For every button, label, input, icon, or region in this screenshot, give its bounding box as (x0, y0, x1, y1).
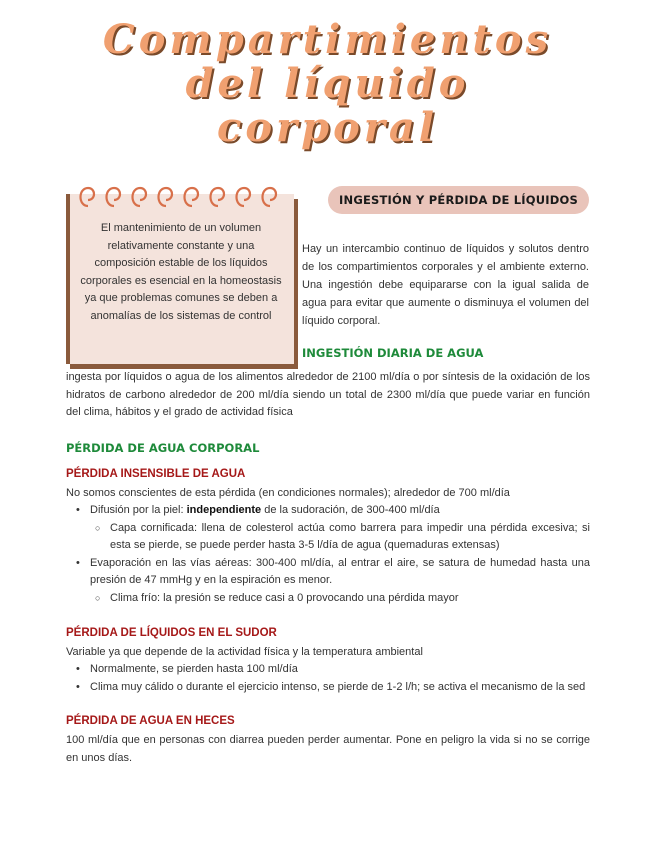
section-heading-pill: INGESTIÓN Y PÉRDIDA DE LÍQUIDOS (328, 186, 589, 214)
insensible-heading: PÉRDIDA INSENSIBLE DE AGUA (66, 468, 246, 480)
title-line-3: corporal (217, 104, 438, 151)
list-item: • Clima muy cálido o durante el ejercicio intenso, se pierde de 1-2 l/h; se activa el mecanismo de la sed (66, 679, 590, 697)
sudor-intro: Variable ya que depende de la actividad física y la temperatura ambiental (66, 646, 423, 658)
insensible-list (66, 502, 590, 607)
title-line-2: del líquido (185, 60, 470, 107)
list-item: • Normalmente, se pierden hasta 100 ml/día (66, 661, 590, 679)
bullet-icon: • (76, 680, 80, 693)
spiral-rings-icon (74, 180, 286, 210)
heces-paragraph: 100 ml/día que en personas con diarrea pueden perder aumentar. Pone en peligro la vida si no se corrige en unos días. (66, 734, 590, 764)
circle-bullet-icon: ○ (95, 522, 101, 533)
list-item: • Difusión por la piel: independiente de la sudoración, de 300-400 ml/día (66, 502, 590, 520)
sudor-heading: PÉRDIDA DE LÍQUIDOS EN EL SUDOR (66, 627, 277, 639)
bullet-icon: • (76, 556, 80, 569)
list-item: • Evaporación en las vías aéreas: 300-400 ml/día, al entrar el aire, se satura de humedad hasta una presión de 47 mmHg y en la espiración es menor. (76, 556, 590, 586)
bullet-icon: • (76, 504, 80, 516)
note-text: El mantenimiento de un volumen relativamente constante y una composición estable de los líquidos corporales es esencial en la homeostasis ya que problemas comunes se deben a anomalías de los sistemas de control (80, 222, 282, 322)
title-line-1: Compartimientos (102, 16, 553, 63)
sub-list-item: ○ Clima frío: la presión se reduce casi a 0 provocando una pérdida mayor (66, 590, 590, 608)
bullet-icon: • (76, 663, 80, 675)
circle-bullet-icon: ○ (95, 592, 101, 603)
page-title (0, 18, 655, 150)
sub-list-item: ○ Capa cornificada: llena de colesterol actúa como barrera para impedir una pérdida excesiva; si esta se pierde, se puede perder hasta 3-5 l/día de agua (quemaduras extensas) (95, 521, 590, 551)
sudor-list (66, 661, 590, 696)
bold-term: independiente (186, 504, 262, 516)
perdida-heading: PÉRDIDA DE AGUA CORPORAL (66, 441, 260, 455)
ingestion-heading: INGESTIÓN DIARIA DE AGUA (302, 346, 484, 360)
notebook-note (66, 194, 294, 364)
intro-paragraph: Hay un intercambio continuo de líquidos y solutos dentro de los compartimientos corporales y el ambiente externo. Una ingestión debe equipararse con la igual salida de agua para evitar que aumente o disminuya el volumen del líquido corporal. (302, 243, 589, 327)
ingestion-paragraph: ingesta por líquidos o agua de los alimentos alrededor de 2100 ml/día o por síntesis de la oxidación de los hidratos de carbono alrededor de 200 ml/día siendo un total de 2300 ml/día que puede variar en función del clima, hábitos y el grado de actividad física (66, 371, 590, 418)
insensible-intro: No somos conscientes de esta pérdida (en condiciones normales); alrededor de 700 ml/día (66, 487, 510, 499)
heces-heading: PÉRDIDA DE AGUA EN HECES (66, 715, 235, 727)
